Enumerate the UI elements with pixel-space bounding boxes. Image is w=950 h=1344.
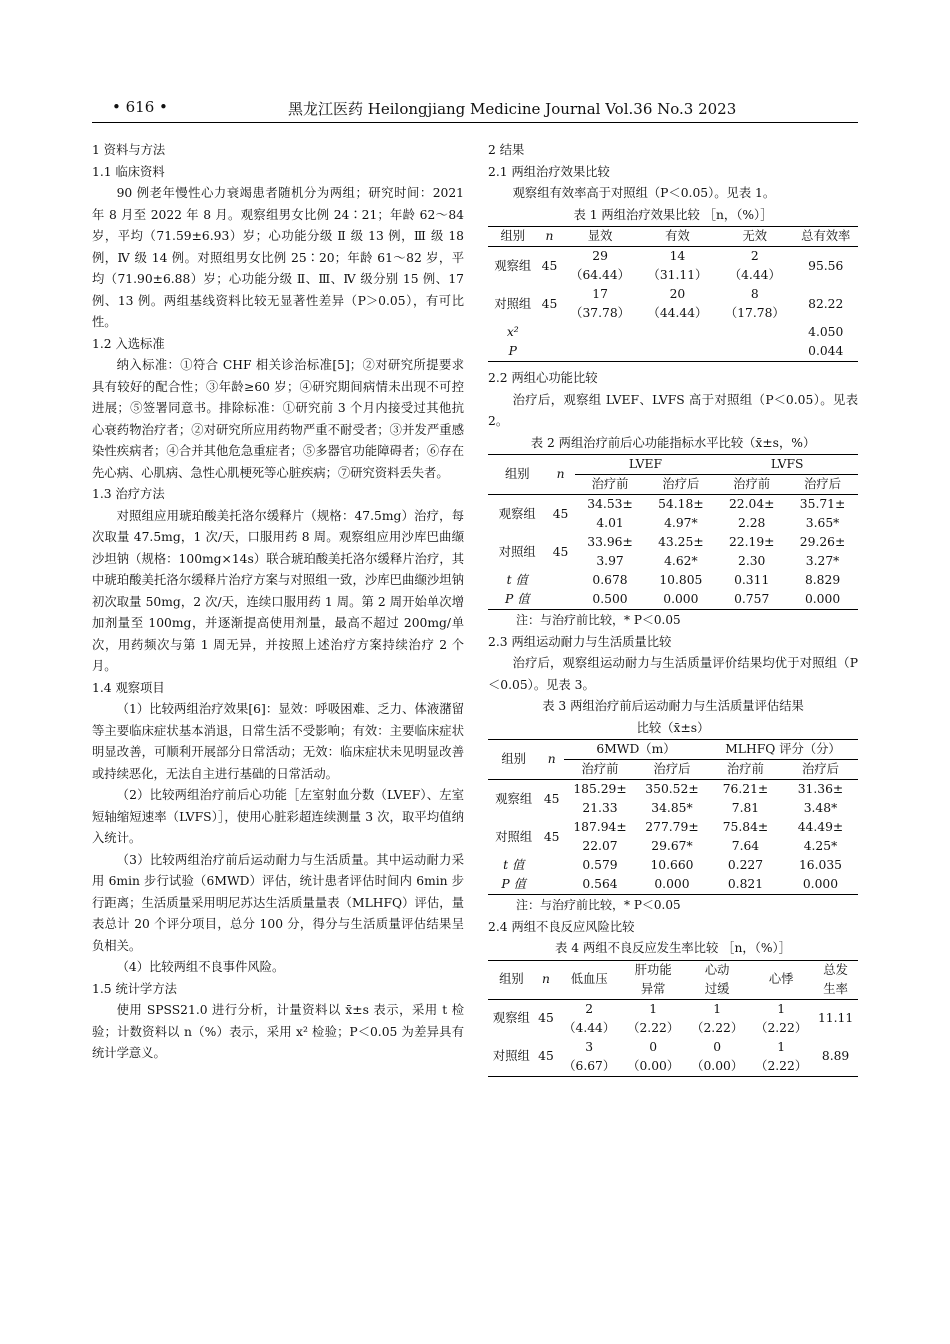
table-cell: 20 [669,287,686,301]
table-cell: 76.21± [722,782,769,796]
table-header-cell: 显效 [561,227,638,247]
table-cell: 4.050 [808,325,844,339]
table-header-cell: 心悸 [749,960,813,999]
table-3-caption-line-2: 比较（x̄±s） [636,720,710,735]
table-header-cell: 生率 [813,980,858,1000]
table-cell: 0.821 [727,877,764,891]
table-cell: 2.28 [738,516,766,530]
table-cell: t 值 [506,573,528,587]
page-number: • 616 • [112,98,168,116]
table-cell: 3 [585,1039,594,1054]
table-header-cell: 低血压 [557,960,621,999]
table-cell: （2.22） [627,1020,680,1035]
table-cell: 2.30 [738,554,766,568]
section-1-title: 1 资料与方法 [92,143,166,157]
table-cell: 0.564 [582,877,618,891]
table-header-cell: 过缓 [685,980,749,1000]
table-cell: （2.22） [755,1020,808,1035]
table-header-cell: 总有效率 [793,227,858,247]
table-row [488,1038,858,1057]
table-cell: 4.25* [803,839,838,853]
table-row [488,247,858,267]
page-header [92,94,858,124]
table-row [488,533,858,552]
table-cell: 10.805 [659,573,703,587]
table-1-caption: 表 1 两组治疗效果比较 ［n，（%）］ [573,207,773,222]
table-cell: （2.22） [755,1058,808,1073]
section-1-5-text: 使用 SPSS21.0 进行分析，计量资料以 x̄±s 表示，采用 t 检验；计数资料以 n（%）表示，采用 x² 检验；P＜0.05 为差异具有统计学意义。 [92,1003,464,1060]
table-cell: （2.22） [691,1020,744,1035]
table-cell: 95.56 [808,258,844,273]
table-cell: 4.62* [664,554,698,568]
table-cell: 16.035 [798,858,842,872]
table-cell: 0.044 [808,344,844,358]
table-header-cell: 组别 [488,227,538,247]
section-2-4-title: 2.4 两组不良反应风险比较 [488,919,635,934]
table-row [488,323,858,342]
table-cell: P [508,344,517,358]
table-cell: 3.97 [596,554,624,568]
section-1-2-title: 1.2 入选标准 [92,336,165,351]
table-cell: 45 [552,506,569,521]
table-cell: P 值 [501,877,526,891]
table-cell: （4.44） [563,1020,616,1035]
table-header-cell: n [538,227,562,247]
section-2-2-title: 2.2 两组心功能比较 [488,371,598,385]
table-cell: 75.84± [722,820,769,834]
table-cell: 8.829 [804,573,841,587]
table-header-cell: 治疗前 [708,760,783,780]
table-header-cell: 异常 [621,980,685,1000]
table-row [488,495,858,515]
table-cell: 0.757 [734,592,770,606]
table-header-cell: 治疗后 [783,760,858,780]
section-2-3-text: 治疗后，观察组运动耐力与生活质量评价结果均优于对照组（P＜0.05）。见表 3。 [488,656,858,692]
table-cell: 观察组 [498,506,536,521]
table-header-cell: 6MWD（m） [564,740,708,760]
section-1-4-item-3: （3）比较两组治疗前后运动耐力与生活质量。其中运动耐力采用 6min 步行试验（6MWD）评估，统计患者评估时间内 6min 步行距离；生活质量采用明尼苏达生活质量量表（MLHFQ）评估，量表总计 20 个评分项目，总分 100 分，得分与生活质量评估结果呈负相关。 [92,852,464,953]
table-cell: （4.44） [728,268,781,282]
table-cell: 观察组 [492,1011,530,1025]
table-header-cell: 治疗后 [787,475,858,495]
table-cell: t 值 [503,858,525,872]
table-cell: 0.000 [663,592,699,606]
table-cell: 45 [543,791,560,806]
table-header-cell: 治疗后 [636,760,708,780]
table-cell: （0.00） [691,1058,744,1073]
table-cell: 3.65* [805,516,840,530]
table-cell: 4.97* [664,516,698,530]
table-header-cell: n [535,960,557,999]
table-cell: 17 [592,287,608,301]
table-cell: 185.29± [573,782,627,796]
section-2-2-text: 治疗后，观察组 LVEF、LVFS 高于对照组（P＜0.05）。见表 2。 [488,392,858,428]
table-cell: 31.36± [797,782,844,796]
table-row [488,875,858,895]
left-column [92,140,464,1065]
table-cell: （44.44） [647,306,708,320]
table-header-cell: 治疗前 [564,760,636,780]
table-cell: （6.67） [563,1058,616,1073]
table-row [488,342,858,362]
table-cell: 1 [649,1001,658,1016]
table-4 [488,960,858,1077]
table-cell: 43.25± [658,535,704,549]
table-3-note: 注：与治疗前比较，* P＜0.05 [516,898,681,912]
table-header-cell: 组别 [488,455,547,495]
section-1-5-title: 1.5 统计学方法 [92,981,177,996]
table-cell: 10.660 [650,858,694,872]
table-cell: 44.49± [797,820,844,834]
table-cell: 22.07 [582,839,618,853]
table-row [488,818,858,837]
table-cell: 7.81 [731,801,760,815]
table-cell: 45 [543,829,560,844]
table-cell: 8.89 [821,1049,850,1063]
table-cell: 7.64 [731,839,760,853]
section-1-2-text: 纳入标准：①符合 CHF 相关诊治标准[5]；②对研究所提要求具有较好的配合性；③年龄≥60 岁；④研究期间病情未出现不可控进展；⑤签署同意书。排除标准：①研究前 3 个月内接受过其他抗心衰药物治疗者；②对研究所应用药物严重不耐受者；③并发严重感染性疾病者；④合并其他危急重症者；⑤多器官功能障碍者；⑥存在先心病、心肌病、急性心肌梗死等心脏疾病；⑦研究资料丢失者。 [92,358,464,480]
section-1-1-title: 1.1 临床资料 [92,164,165,179]
table-cell: 1 [777,1039,786,1054]
section-1-4-title: 1.4 观察项目 [92,680,165,695]
table-cell: 45 [538,1049,554,1063]
table-cell: 0.678 [592,573,628,587]
section-2-3-title: 2.3 两组运动耐力与生活质量比较 [488,634,672,649]
table-cell: 8 [750,287,759,301]
table-cell: 0 [649,1039,658,1054]
table-cell: 54.18± [658,497,704,511]
table-cell: 14 [669,249,686,263]
table-cell: 0.311 [734,573,770,587]
table-cell: P 值 [505,592,530,606]
table-cell: 0.579 [582,858,618,872]
table-2-note: 注：与治疗前比较，* P＜0.05 [516,613,681,627]
table-cell: 1 [777,1001,786,1016]
table-cell: 34.85* [651,801,693,815]
table-cell: 观察组 [494,258,532,273]
journal-title: 黑龙江医药 Heilongjiang Medicine Journal Vol.36 No.3 2023 [288,100,737,118]
table-header-cell: LVEF [575,455,717,475]
section-1-4-item-2: （2）比较两组治疗前后心功能［左室射血分数（LVEF）、左室短轴缩短速率（LVFS）］，使用心脏彩超连续测量 3 次，取平均值纳入统计。 [92,788,464,845]
section-2-1-text: 观察组有效率高于对照组（P＜0.05）。见表 1。 [512,186,776,200]
table-cell: 22.04± [728,497,775,511]
table-cell: 29.67* [651,839,693,853]
table-header-cell: 治疗后 [645,475,716,495]
table-cell: 2 [750,249,759,263]
table-cell: 45 [541,296,558,311]
section-1-4-item-1: （1）比较两组治疗效果[6]：显效：呼吸困难、乏力、体液潴留等主要临床症状基本消退，日常生活不受影响；有效：主要临床症状明显改善，可顺利开展部分日常活动；无效：临床症状未见明显改善或持续恶化，无法自主进行基础的日常活动。 [92,702,464,781]
right-column [488,140,858,1077]
table-cell: 29 [592,249,608,263]
section-1-3-title: 1.3 治疗方法 [92,487,165,501]
table-cell: 29.26± [799,535,846,549]
table-row [488,285,858,304]
table-cell: 22.19± [728,535,775,549]
table-cell: （17.78） [724,306,785,320]
table-cell: 0.000 [804,592,841,606]
table-header-cell: MLHFQ 评分（分） [708,740,858,760]
table-cell: （37.78） [570,306,630,320]
table-2 [488,454,858,610]
table-row [488,571,858,590]
table-cell: x² [506,325,519,339]
table-3-caption: 表 3 两组治疗前后运动耐力与生活质量评估结果 [542,699,804,713]
table-row [488,999,858,1019]
header-rule [92,122,858,123]
table-header-cell: 治疗前 [575,475,646,495]
table-row [488,780,858,800]
table-header-cell: 无效 [716,227,793,247]
table-cell: 45 [552,544,569,559]
table-cell: 0.000 [802,877,839,891]
table-cell: 3.27* [805,554,840,568]
table-cell: 2 [585,1001,594,1016]
table-row [488,590,858,610]
table-cell: 0.000 [654,877,690,891]
table-header-cell: n [547,455,575,495]
table-header-cell: 治疗前 [716,475,787,495]
table-cell: 4.01 [596,516,624,530]
table-cell: 350.52± [645,782,699,796]
table-cell: 34.53± [587,497,633,511]
table-cell: 对照组 [494,296,532,311]
section-1-4-item-4: （4）比较两组不良事件风险。 [116,960,285,974]
table-cell: （31.11） [647,268,708,282]
table-header-cell: LVFS [716,455,858,475]
table-cell: （0.00） [627,1058,680,1073]
table-header-cell: 肝功能 [634,962,672,977]
table-cell: 45 [538,1011,554,1025]
table-cell: 1 [713,1001,722,1016]
table-cell: 0.500 [592,592,628,606]
table-cell: 11.11 [817,1011,854,1025]
table-cell: 0 [713,1039,722,1054]
table-header-cell: 组别 [488,740,539,780]
table-cell: 33.96± [587,535,633,549]
section-2-title: 2 结果 [488,143,525,157]
table-cell: 21.33 [582,801,618,815]
section-2-1-title: 2.1 两组治疗效果比较 [488,164,610,179]
table-3 [488,739,858,895]
table-header-cell: n [539,740,564,780]
table-cell: 35.71± [799,497,846,511]
table-2-caption: 表 2 两组治疗前后心功能指标水平比较（x̄±s，%） [530,435,816,450]
table-cell: 3.48* [803,801,838,815]
table-1 [488,226,858,362]
table-header-cell: 心动 [704,962,730,977]
table-cell: 0.227 [727,858,764,872]
table-header-cell: 总发 [823,962,848,977]
table-cell: 45 [541,258,558,273]
table-4-caption: 表 4 两组不良反应发生率比较 ［n，（%）］ [555,941,791,955]
table-cell: 82.22 [808,296,844,311]
section-1-1-text: 90 例老年慢性心力衰竭患者随机分为两组；研究时间：2021 年 8 月至 2022 年 8 月。观察组男女比例 24∶21；年龄 62～84 岁，平均（71.59±6.93）岁；心功能分级 Ⅱ 级 13 例，Ⅲ 级 18 例，Ⅳ 级 14 例。对照组男女比例 25∶20；年龄 61～82 岁，平均（71.90±6.88）岁；心功能分级 Ⅱ、Ⅲ、Ⅳ 级分别 15 例、17 例、13 例。两组基线资料比较无显著性差异（P＞0.05），有可比性。 [92,186,464,329]
table-cell: 277.79± [645,820,699,834]
table-cell: 对照组 [495,829,533,844]
table-row [488,856,858,875]
section-1-3-text: 对照组应用琥珀酸美托洛尔缓释片（规格：47.5mg）治疗，每次取量 47.5mg，1 次/天，口服用药 8 周。观察组应用沙库巴曲缬沙坦钠（规格：100mg×14s）联合琥珀酸美托洛尔缓释片治疗，其中琥珀酸美托洛尔缓释片治疗方案与对照组一致，沙库巴曲缬沙坦钠初次取量 50mg，2 次/天，连续口服用药 1 周。第 2 周开始单次增加剂量至 100mg，并逐渐提高使用剂量，最高不超过 200mg/单次，用药频次与第 1 周无异，并按照上述治疗方案持续治疗 2 个月。 [92,508,464,673]
table-cell: 观察组 [495,791,533,806]
table-header-cell: 组别 [488,960,535,999]
table-cell: 对照组 [498,544,536,559]
table-cell: 对照组 [492,1049,530,1063]
table-cell: （64.44） [570,268,630,282]
table-header-cell: 有效 [639,227,716,247]
table-cell: 187.94± [573,820,627,834]
